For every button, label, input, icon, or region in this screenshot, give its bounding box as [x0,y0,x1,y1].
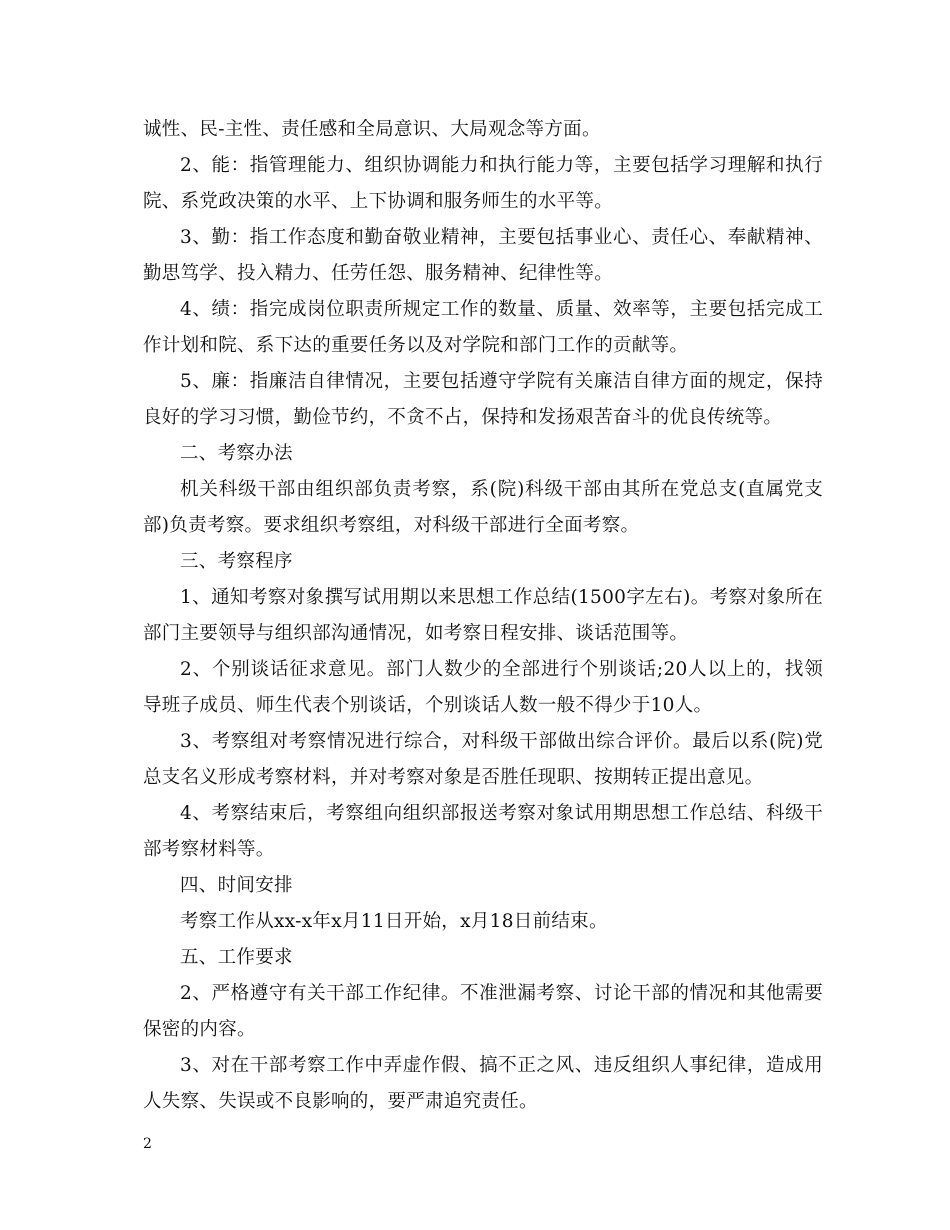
paragraph-12: 2、严格遵守有关干部工作纪律。不准泄漏考察、讨论干部的情况和其他需要保密的内容。 [143,983,823,1040]
paragraph-4: 4、绩：指完成岗位职责所规定工作的数量、质量、效率等，主要包括完成工作计划和院、系下达的重要任务以及对学院和部门工作的贡献等。 [143,299,823,356]
paragraph-5: 5、廉：指廉洁自律情况，主要包括遵守学院有关廉洁自律方面的规定，保持良好的学习习惯，勤俭节约，不贪不占，保持和发扬艰苦奋斗的优良传统等。 [143,371,823,428]
paragraph-9: 3、考察组对考察情况进行综合，对科级干部做出综合评价。最后以系(院)党总支名义形成考察材料，并对考察对象是否胜任现职、按期转正提出意见。 [143,731,823,788]
paragraph-2: 2、能：指管理能力、组织协调能力和执行能力等，主要包括学习理解和执行院、系党政决策的水平、上下协调和服务师生的水平等。 [143,155,823,212]
paragraph-8: 2、个别谈话征求意见。部门人数少的全部进行个别谈话;20人以上的，找领导班子成员、师生代表个别谈话，个别谈话人数一般不得少于10人。 [143,659,823,716]
paragraph-1: 诚性、民-主性、责任感和全局意识、大局观念等方面。 [143,119,601,140]
paragraph-11: 考察工作从xx-x年x月11日开始，x月18日前结束。 [180,911,608,932]
section-heading-4: 四、时间安排 [180,875,293,896]
document-body [143,112,823,1120]
section-heading-3: 三、考察程序 [180,551,293,572]
paragraph-3: 3、勤：指工作态度和勤奋敬业精神，主要包括事业心、责任心、奉献精神、勤思笃学、投入精力、任劳任怨、服务精神、纪律性等。 [143,227,823,284]
page-number: 2 [143,1136,152,1152]
paragraph-6: 机关科级干部由组织部负责考察，系(院)科级干部由其所在党总支(直属党支部)负责考察。要求组织考察组，对科级干部进行全面考察。 [143,479,823,536]
section-heading-2: 二、考察办法 [180,443,293,464]
section-heading-5: 五、工作要求 [180,947,293,968]
paragraph-10: 4、考察结束后，考察组向组织部报送考察对象试用期思想工作总结、科级干部考察材料等。 [143,803,823,860]
paragraph-13: 3、对在干部考察工作中弄虚作假、搞不正之风、违反组织人事纪律，造成用人失察、失误或不良影响的，要严肃追究责任。 [143,1055,823,1112]
paragraph-7: 1、通知考察对象撰写试用期以来思想工作总结(1500字左右)。考察对象所在部门主要领导与组织部沟通情况，如考察日程安排、谈话范围等。 [143,587,823,644]
